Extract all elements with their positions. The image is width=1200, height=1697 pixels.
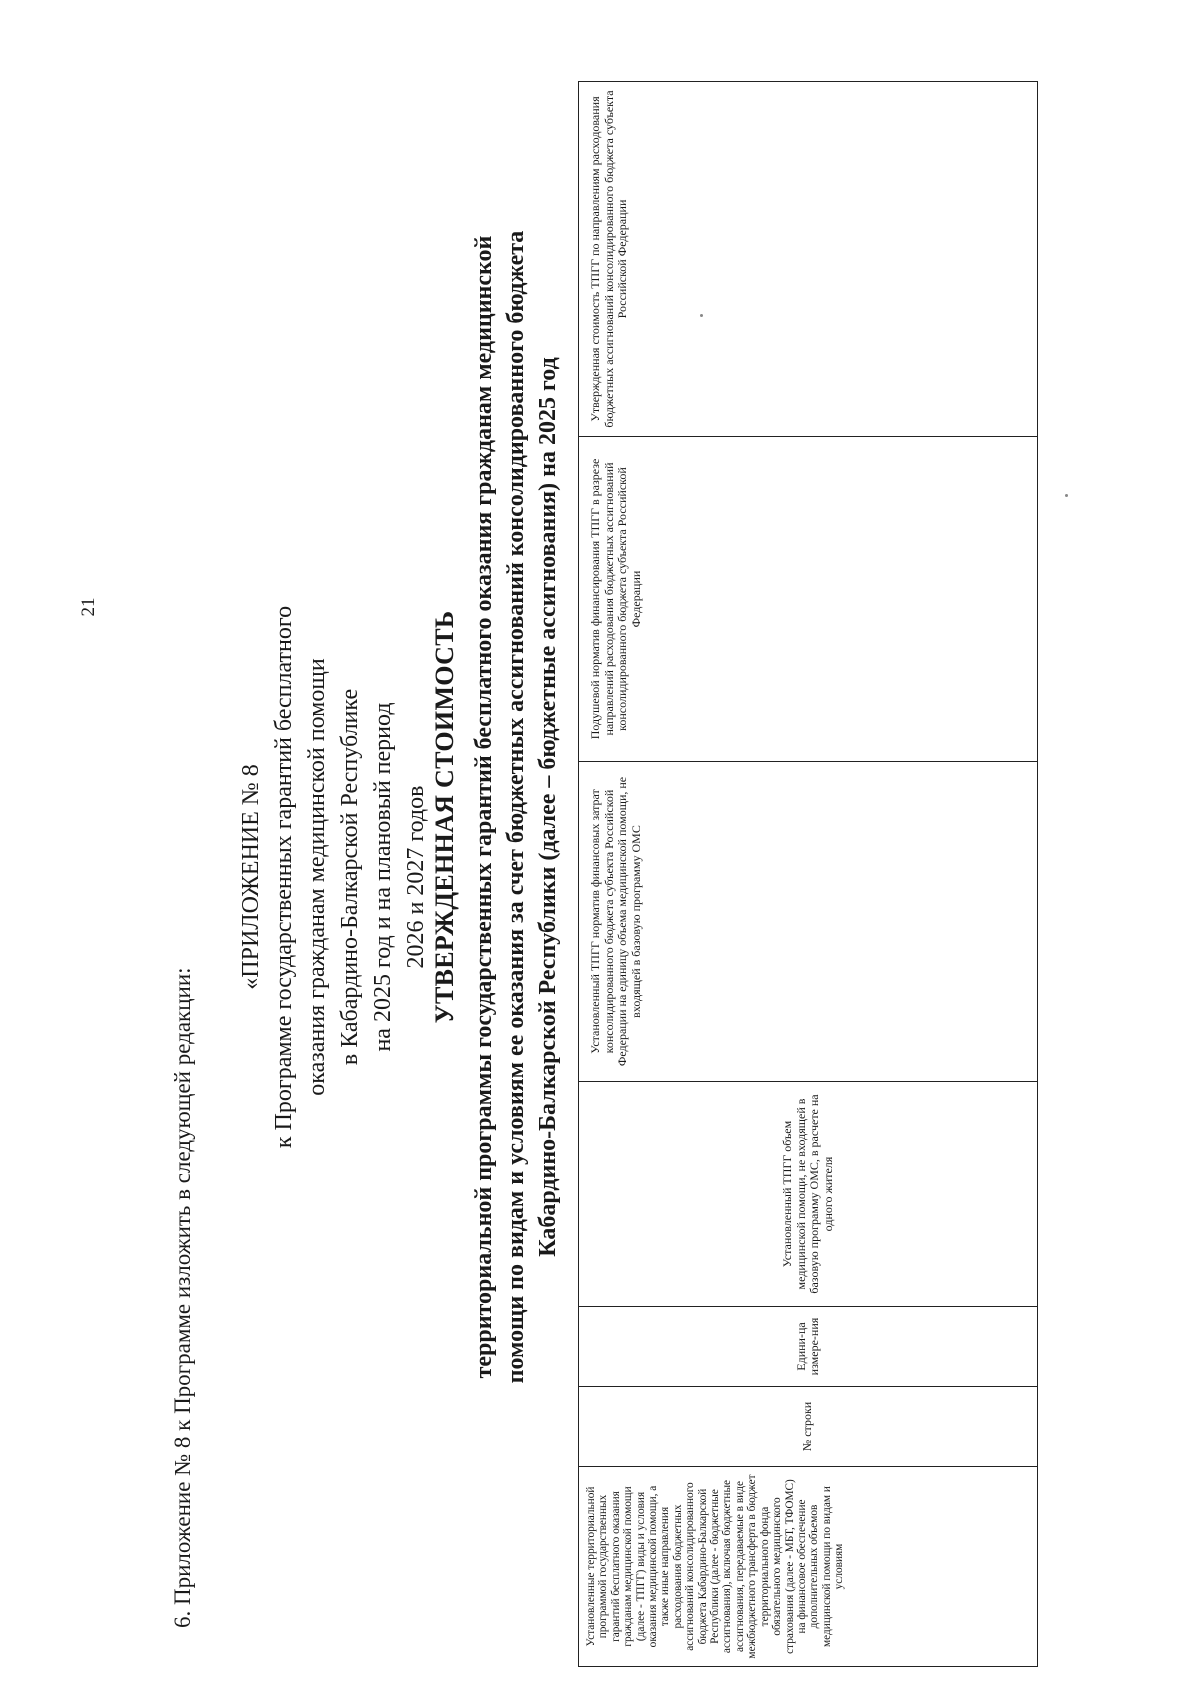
subtitle-line: помощи по видам и условиям ее оказания за счет бюджетных ассигнований консолидированного бюджета [503,230,529,1384]
appendix-block [235,557,433,1197]
document-title: УТВЕРЖДЕННАЯ СТОИМОСТЬ [430,610,459,1024]
page-number: 21 [78,597,99,617]
appendix-line: 2026 и 2027 годов [403,785,429,969]
table-header-cell: Утвержденная стоимость ТПГГ по направлениям расходования бюджетных ассигнований консолидированного бюджета субъекта Российской Федерации [579,82,1038,437]
appendix-line: на 2025 год и на плановый период [370,702,396,1052]
appendix-line: оказания гражданам медицинской помощи [304,658,330,1096]
appendix-line: «ПРИЛОЖЕНИЕ № 8 [238,764,264,990]
document-subtitle [468,22,564,1592]
table-header-cell: Установленные территориальной программой государственных гарантий бесплатного оказания гражданам медицинской помощи (далее - ТПГГ) виды и условия оказания медицинской помощи, а также иные направления расходования бюджетных ассигнований консолидированного бюджета Кабардино-Балкарской Республики (далее - бюджетные ассигнования), включая бюджетные ассигнования, передаваемые в виде межбюджетного трансферта в бюджет территориального фонда обязательного медицинского страхования (далее - МБТ, ТФОМС) на финансовое обеспечение дополнительных объемов медицинской помощи по видам и условиям [579,1467,1038,1667]
scan-speck [700,314,703,317]
table-header-cell: Установленный ТПГГ норматив финансовых затрат консолидированного бюджета субъекта Российской Федерации на единицу объема медицинской помощи, не входящей в базовую программу ОМС [579,762,1038,1082]
table-header-cell: Подушевой норматив финансирования ТПГГ в разрезе направлений расходования бюджетных ассигнований консолидированного бюджета субъекта Российской Федерации [579,437,1038,762]
appendix-line: в Кабардино-Балкарской Республике [337,688,363,1066]
table-header-row [579,82,1038,1667]
intro-text: 6. Приложение № 8 к Программе изложить в следующей редакции: [170,967,195,1628]
table-header-cell: Едини-ца измере-ния [579,1307,1038,1387]
subtitle-line: территориальной программы государственных гарантий бесплатного оказания гражданам медицинской [471,235,497,1379]
table-header-cell: Установленный ТПГГ объем медицинской помощи, не входящей в базовую программу ОМС, в расчете на одного жителя [579,1082,1038,1307]
subtitle-line: Кабардино-Балкарской Республики (далее – бюджетные ассигнования) на 2025 год [535,357,561,1257]
cost-table [578,81,1038,1667]
scan-speck [1065,494,1068,497]
appendix-line: к Программе государственных гарантий бесплатного [271,605,297,1149]
table-header-cell: № строки [579,1387,1038,1467]
